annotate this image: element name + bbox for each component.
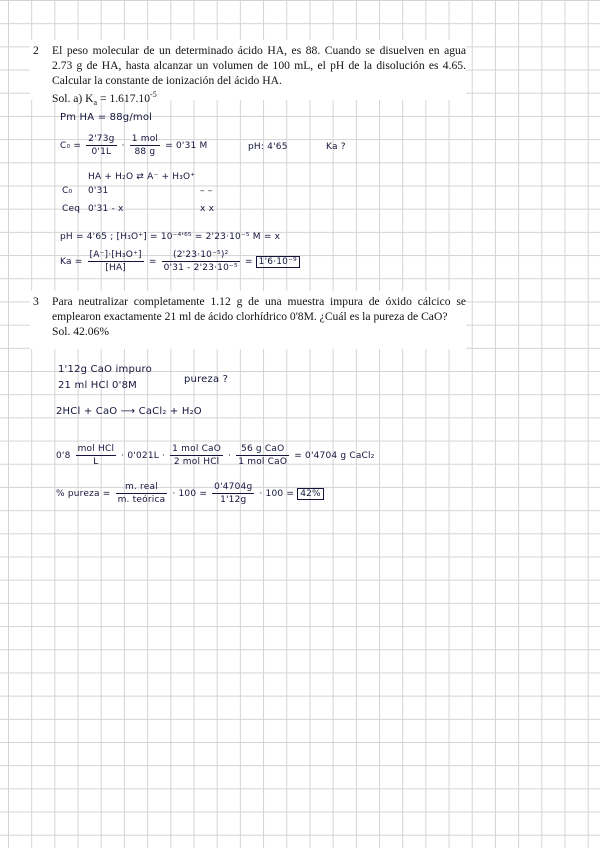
hw-stoichiometry: 0'8 $\frac{\text{mol HCl}}{L}$ · 0'021L · $\frac{\text{1 mol CaO}}{\text{2 mol HCl}}$ · $\frac{\text{56 g CaO}}{\text{1 mol CaO}}$ = 0'4704 g CaCl₂ <box>56 444 375 467</box>
hw-row-initial-label: C₀ <box>62 186 73 196</box>
problem-number: 2 <box>33 44 39 57</box>
hw-row-initial-products: – – <box>200 186 213 196</box>
problem-text: El peso molecular de un determinado ácido HA, es 88. Cuando se disuelven en agua 2.73 g de HA, hasta alcanzar un volumen de 100 mL, el pH de la disolución es 4.65. Calcular la constante de ionización del ácido HA. <box>52 44 466 87</box>
hw-molar-mass: Pm HA = 88g/mol <box>60 112 153 123</box>
hw-purity-calc: % pureza = $\frac{\text{m. real}}{\text{m. teórica}}$ · 100 = $\frac{0'4704g}{1'12g}$ · 100 = 42% <box>56 482 324 505</box>
hw-given-mass: 1'12g CaO impuro <box>58 364 152 375</box>
fraction: $\frac{\text{mol HCl}}{L}$ <box>77 444 115 467</box>
fraction: $\frac{2'73g}{0'1L}$ <box>88 134 115 157</box>
problem-text: Para neutralizar completamente 1.12 g de una muestra impura de óxido cálcico se emplearon exactamente 21 ml de ácido clorhídrico 0'8M. ¿Cuál es la pureza de CaO? <box>52 295 466 323</box>
hw-reaction: 2HCl + CaO ⟶ CaCl₂ + H₂O <box>56 406 202 417</box>
hw-ka-question: Ka ? <box>326 142 346 152</box>
fraction: $\frac{0'4704g}{1'12g}$ <box>214 482 253 505</box>
problem-2-statement <box>30 40 466 108</box>
fraction: $\frac{\text{1 mol CaO}}{\text{2 mol HCl}}$ <box>172 444 222 467</box>
hw-equilibrium-equation: HA + H₂O ⇄ A⁻ + H₃O⁺ <box>88 172 196 182</box>
hw-concentration: C₀ = $\frac{2'73g}{0'1L}$ · $\frac{\text{1 mol}}{88 g}$ = 0'31 M <box>60 134 208 157</box>
hw-purity-result: 42% <box>297 488 324 500</box>
fraction: $\frac{\text{(2'23·10⁻⁵)²}}{\text{0'31 - 2'23·10⁻⁵}}$ <box>163 250 238 273</box>
hw-ph-given: pH: 4'65 <box>248 142 288 152</box>
problem-solution: Sol. 42.06% <box>52 324 110 338</box>
fraction: $\frac{\text{1 mol}}{88 g}$ <box>131 134 159 157</box>
problem-number: 3 <box>33 295 39 308</box>
fraction: $\frac{\text{[A⁻]·[H₃O⁺]}}{[HA]}$ <box>89 250 142 273</box>
fraction: $\frac{\text{m. real}}{\text{m. teórica}}$ <box>117 482 166 505</box>
hw-row-eq-value: 0'31 - x <box>88 204 124 214</box>
fraction: $\frac{\text{56 g CaO}}{\text{1 mol CaO}}$ <box>238 444 288 467</box>
hw-ph-line: pH = 4'65 ; [H₃O⁺] = 10⁻⁴'⁶⁵ = 2'23·10⁻⁵ M = x <box>60 232 281 242</box>
problem-3-statement <box>30 291 466 349</box>
hw-purity-question: pureza ? <box>184 374 229 385</box>
hw-row-eq-products: x x <box>200 204 215 214</box>
hw-row-initial-value: 0'31 <box>88 186 109 196</box>
hw-ka-result: 1'6·10⁻⁹ <box>256 256 300 268</box>
hw-given-acid: 21 ml HCl 0'8M <box>58 380 137 391</box>
hw-row-eq-label: Ceq <box>62 204 81 214</box>
hw-ka-expression: Ka = $\frac{\text{[A⁻]·[H₃O⁺]}}{[HA]}$ = $\frac{\text{(2'23·10⁻⁵)²}}{\text{0'31 - 2'23·10⁻⁵}}$ = 1'6·10⁻⁹ <box>60 250 300 273</box>
problem-solution: Sol. a) $K_a = 1.617.10^{-5}$ <box>52 90 157 108</box>
